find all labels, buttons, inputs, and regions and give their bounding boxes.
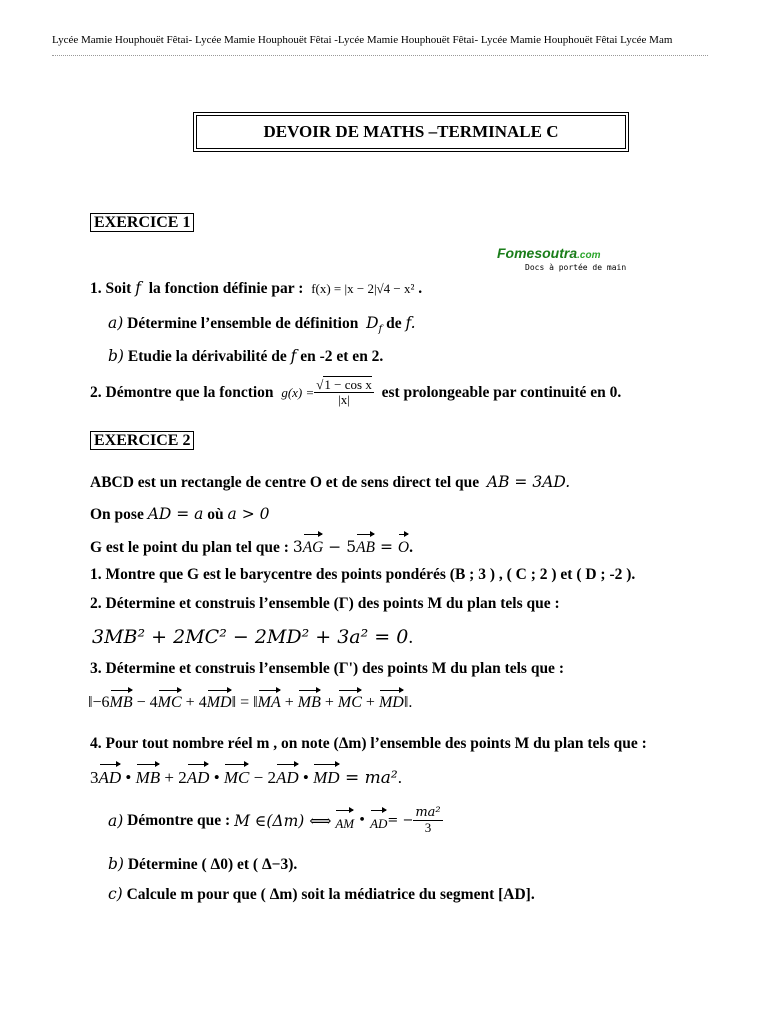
exercise2-heading-wrap xyxy=(90,432,194,450)
ex1-q1b-f: f xyxy=(290,347,297,365)
ex1-q1b-tail: en -2 et en 2. xyxy=(300,348,384,365)
document-title: DEVOIR DE MATHS –TERMINALE C xyxy=(196,115,626,149)
ex2-q4c xyxy=(108,884,535,905)
ex2-q3: 3. Détermine et construis l’ensemble (Γ') des points M du plan tels que : xyxy=(90,660,564,677)
ex2-q4-vec-ad1: AD xyxy=(99,762,122,788)
ex2-q4-end: . xyxy=(397,768,402,787)
ex2-q4a-den: 3 xyxy=(424,820,432,835)
ex1-q2-num-text: 1 − cos x xyxy=(324,377,372,392)
ex1-q1a-tail: de xyxy=(386,315,402,332)
logo-wordmark xyxy=(497,246,639,263)
logo-tagline: Docs à portée de main xyxy=(525,263,627,272)
ex2-q3-vec-mb: MB xyxy=(110,688,133,712)
ex2-q4: 4. Pour tout nombre réel m , on note (Δm) l’ensemble des points M du plan tels que : xyxy=(90,735,647,752)
ex1-q1-text: la fonction définie par : xyxy=(148,280,304,297)
ex2-q2: 2. Détermine et construis l’ensemble (Γ) des points M du plan tels que : xyxy=(90,595,560,612)
ex1-q2-numerator: √1 − cos x xyxy=(316,377,372,392)
ex2-q2-dot: . xyxy=(408,627,414,648)
logo-suffix: .com xyxy=(577,250,601,261)
ex2-q4b-text: Détermine ( Δ0) et ( Δ−3). xyxy=(127,856,298,873)
ex2-line2 xyxy=(90,504,270,525)
header-divider xyxy=(52,55,708,56)
ex1-q1b-text: Etudie la dérivabilité de xyxy=(127,348,287,365)
ex2-q4-m2: − 2 xyxy=(249,768,276,787)
ex2-line1 xyxy=(90,472,570,493)
ex2-q3-plus3: + xyxy=(361,694,379,711)
ex1-q2-denominator: |x| xyxy=(338,392,350,407)
ex2-l2-math2: a > 0 xyxy=(227,505,270,523)
exercise1-heading: EXERCICE 1 xyxy=(90,213,194,232)
ex2-l3-vec-o: O xyxy=(398,532,409,558)
ex2-l2-math1: AD = a xyxy=(147,505,204,523)
ex2-q2-equation: 3MB² + 2MC² − 2MD² + 3a² = 0 xyxy=(92,626,409,648)
ex2-q4c-label: c) xyxy=(108,885,123,903)
ex2-q4c-text: Calcule m pour que ( Δm) soit la médiatrice du segment [AD]. xyxy=(126,886,535,903)
logo-name: Fomesoutra xyxy=(497,245,578,261)
ex2-q3-plus2: + xyxy=(320,694,338,711)
ex2-q4a-label: a) xyxy=(108,811,124,830)
ex1-q2-tail: est prolongeable par continuité en 0. xyxy=(381,383,622,401)
ex2-q3-vec-mc2: MC xyxy=(338,688,362,712)
ex1-q1a-sub: f xyxy=(378,324,383,336)
ex2-q3-dot: . xyxy=(408,694,413,711)
ex2-q4-dot1: • xyxy=(121,768,136,787)
ex2-line3 xyxy=(90,532,413,558)
fomesoutra-logo xyxy=(497,246,639,274)
ex2-l3-eq: = xyxy=(375,538,398,556)
ex1-q1a-text: Détermine l’ensemble de définition xyxy=(127,315,359,332)
ex1-q1-f: f xyxy=(135,279,141,297)
ex1-q1-formula: f(x) = |x − 2|√4 − x² xyxy=(311,281,415,296)
ex2-q4-dot3: • xyxy=(298,768,314,787)
ex2-q3-c: + 4 xyxy=(181,694,207,711)
ex1-q1b xyxy=(108,346,383,367)
ex1-q1: 1. Soit f la fonction définie par : f(x) = |x − 2|√4 − x² . xyxy=(90,279,423,297)
ex1-q1a-domain: D xyxy=(366,314,379,332)
ex2-q4a-math: M ∈(Δm) ⟺ xyxy=(234,811,332,830)
ex1-q1-intro: 1. Soit xyxy=(90,280,132,297)
title-box xyxy=(193,112,629,152)
exercise1-heading-wrap xyxy=(90,214,194,232)
ex2-q3-vec-md: MD xyxy=(207,688,232,712)
ex2-q4a-vec-ad: AD xyxy=(370,808,387,834)
ex2-l2-text: On pose xyxy=(90,506,144,523)
ex2-q4-equation xyxy=(90,762,402,788)
ex2-q3-eq: = xyxy=(236,694,254,711)
ex2-q4-dot2: • xyxy=(209,768,224,787)
ex2-l1-text: ABCD est un rectangle de centre O et de sens direct tel que xyxy=(90,474,480,491)
ex2-q3-a: −6 xyxy=(92,694,110,711)
ex2-l3-c1: 3 xyxy=(292,538,303,556)
ex2-q4-vec-ad2: AD xyxy=(187,762,210,788)
ex1-q1a xyxy=(108,313,416,340)
ex2-q4-vec-mb: MB xyxy=(136,762,161,788)
ex1-q2-text: 2. Démontre que la fonction xyxy=(90,383,274,401)
ex2-q4a-eq: = − xyxy=(387,812,414,828)
ex2-q4-vec-ad3: AD xyxy=(276,762,299,788)
ex2-q4a-vec-am: AM xyxy=(335,808,354,834)
ex2-q1: 1. Montre que G est le barycentre des points pondérés (B ; 3 ) , ( C ; 2 ) et ( D ; -2 ). xyxy=(90,566,636,583)
ex2-q4b xyxy=(108,854,297,875)
ex2-q4-vec-md: MD xyxy=(313,762,339,788)
ex2-l3-vec-ag: AG xyxy=(303,532,324,558)
ex2-q3-plus1: + xyxy=(280,694,298,711)
ex2-q4a: a) Démontre que : M ∈(Δm) ⟺ AM • AD = − $\frac{\text{ma²}}{3}$ xyxy=(108,805,441,835)
ex1-q2-fraction xyxy=(314,378,374,407)
ex2-q4a-num: ma² xyxy=(415,805,441,820)
ex2-l3-text: G est le point du plan tel que : xyxy=(90,539,289,556)
ex2-q3-vec-ma: MA xyxy=(258,688,281,712)
ex2-q4-c1: 3 xyxy=(90,768,99,787)
ex2-q4a-text: Démontre que : xyxy=(127,811,231,829)
ex2-q4a-fraction xyxy=(413,806,442,835)
ex2-q3-vec-mc: MC xyxy=(158,688,182,712)
ex2-l3-vec-ab: AB xyxy=(356,532,375,558)
exercise2-heading: EXERCICE 2 xyxy=(90,431,194,450)
ex1-q2-g: g(x) = xyxy=(281,384,315,400)
ex2-q4-vec-mc: MC xyxy=(224,762,250,788)
ex2-q4-p2: + 2 xyxy=(160,768,187,787)
ex1-q1a-f: f. xyxy=(405,314,416,332)
ex2-l2-mid: où xyxy=(207,506,224,523)
ex2-q3-vec-mb2: MB xyxy=(298,688,321,712)
ex1-q2 xyxy=(90,378,621,407)
ex1-q1a-label: a) xyxy=(108,314,124,332)
ex2-l3-op: − 5 xyxy=(323,538,357,556)
ex2-l3-end: . xyxy=(409,539,413,556)
ex1-q1b-label: b) xyxy=(108,347,124,365)
ex2-q3-b: − 4 xyxy=(132,694,158,711)
ex2-l1-math: AB = 3AD. xyxy=(486,473,571,491)
ex2-q4-tail: = ma² xyxy=(339,768,398,788)
ex2-q3-vec-md2: MD xyxy=(379,688,404,712)
ex2-q4b-label: b) xyxy=(108,855,124,873)
ex2-q2-equation-wrap xyxy=(92,626,413,649)
ex2-q3-equation: ‖−6MB − 4MC + 4MD‖ = ‖MA + MB + MC + MD‖. xyxy=(88,688,412,712)
page-header-text: Lycée Mamie Houphouët Fêtai- Lycée Mamie Houphouët Fêtai -Lycée Mamie Houphouët Fêtai- Lycée Mamie Houphouët Fêtai Lycée Mam xyxy=(52,34,673,46)
